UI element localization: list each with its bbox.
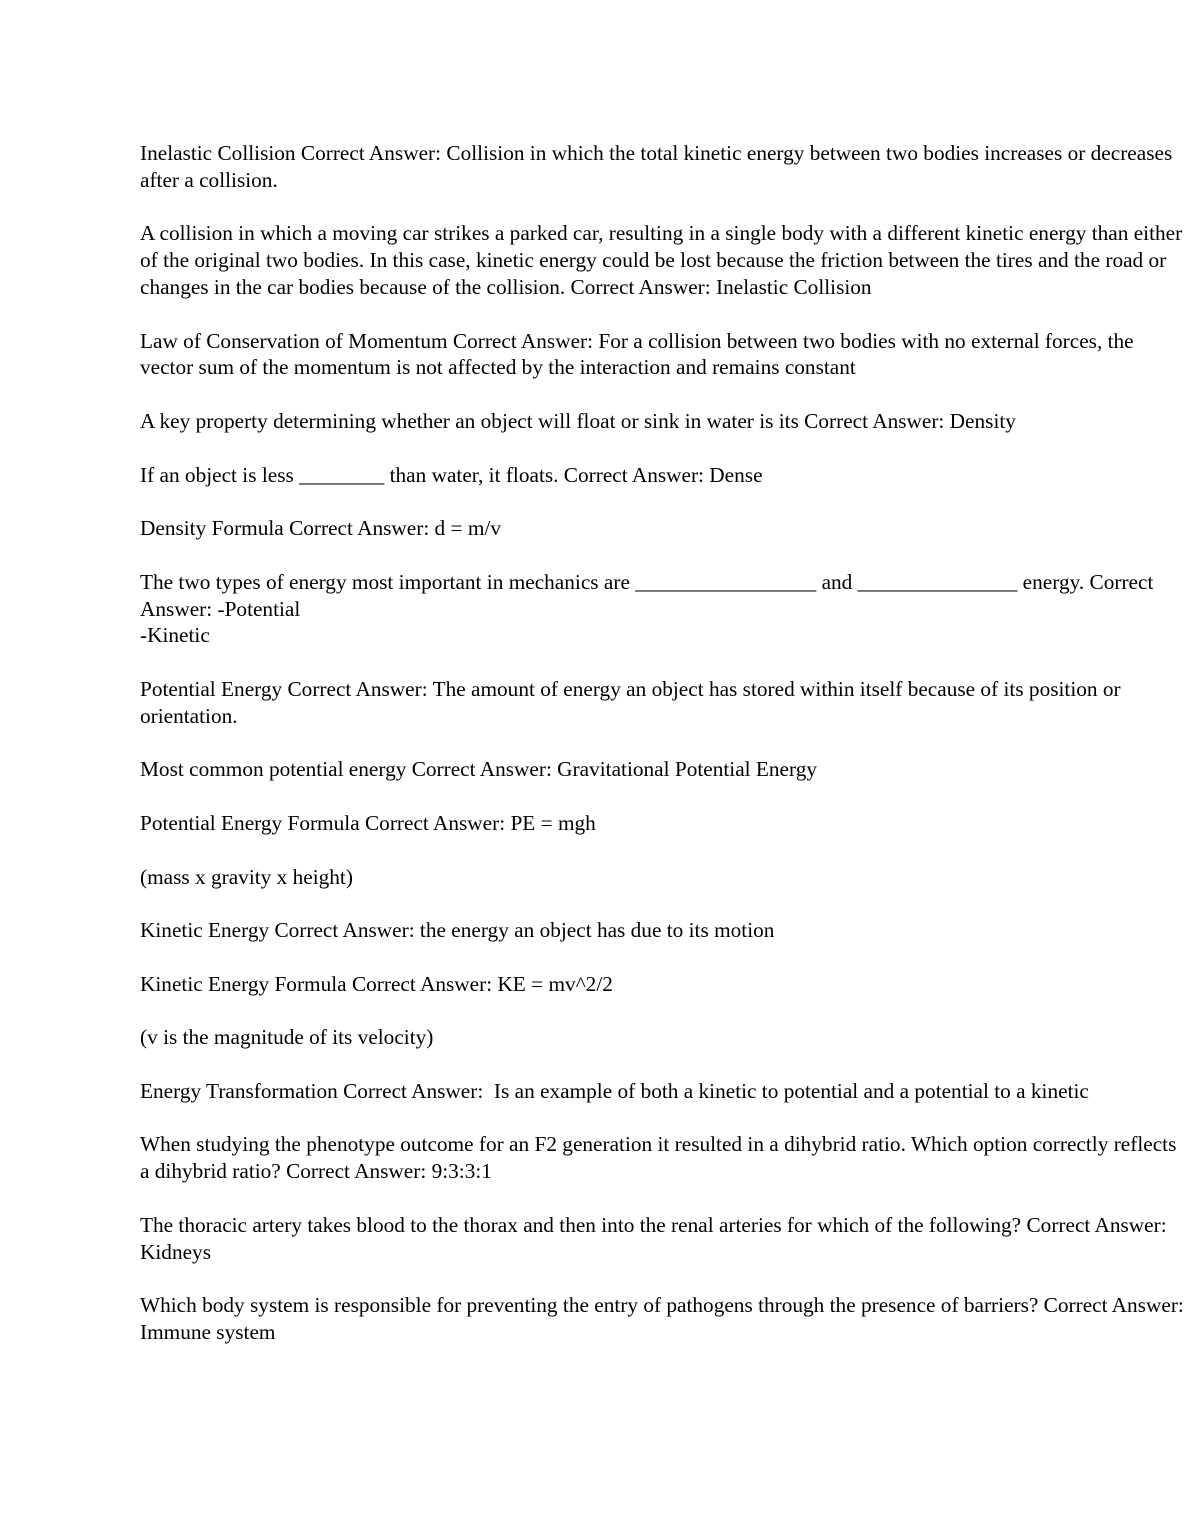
qa-dihybrid-ratio: When studying the phenotype outcome for an F2 generation it resulted in a dihybrid ratio. Which option correctly reflects a dihybrid ratio? Correct Answer: 9:3:3:1 — [140, 1132, 1177, 1184]
qa-types-of-energy: The two types of energy most important in mechanics are _________________ and _______________ energy. Correct Answer: -Potential -Kinetic — [140, 569, 1154, 648]
qa-float-or-sink: A key property determining whether an object will float or sink in water is its Correct Answer: Density — [140, 408, 1016, 433]
qa-thoracic-artery: The thoracic artery takes blood to the thorax and then into the renal arteries for which of the following? Correct Answer: Kidneys — [140, 1212, 1167, 1264]
qa-common-potential-energy: Most common potential energy Correct Answer: Gravitational Potential Energy — [140, 757, 818, 782]
qa-car-collision: A collision in which a moving car strikes a parked car, resulting in a single body with a different kinetic energy than either of the original two bodies. In this case, kinetic energy could be lost because the friction between the tires and the road or changes in the car bodies because of the collision. Correct Answer: Inelastic Collision — [140, 221, 1183, 299]
qa-immune-system: Which body system is responsible for preventing the entry of pathogens through the presence of barriers? Correct Answer: Immune system — [140, 1293, 1184, 1345]
qa-energy-transformation: Energy Transformation Correct Answer: Is an example of both a kinetic to potential and a potential to a kinetic — [140, 1078, 1089, 1103]
qa-kinetic-energy: Kinetic Energy Correct Answer: the energy an object has due to its motion — [140, 918, 775, 943]
document-body — [140, 140, 1186, 1373]
note-velocity-magnitude: (v is the magnitude of its velocity) — [140, 1025, 434, 1050]
qa-potential-energy-formula: Potential Energy Formula Correct Answer: PE = mgh — [140, 810, 596, 835]
qa-inelastic-collision: Inelastic Collision Correct Answer: Collision in which the total kinetic energy between two bodies increases or decreases after a collision. — [140, 141, 1173, 192]
qa-potential-energy: Potential Energy Correct Answer: The amount of energy an object has stored within itself because of its position or orientation. — [140, 676, 1121, 728]
qa-less-dense: If an object is less ________ than water, it floats. Correct Answer: Dense — [140, 462, 763, 487]
note-mass-gravity-height: (mass x gravity x height) — [140, 864, 353, 889]
qa-kinetic-energy-formula: Kinetic Energy Formula Correct Answer: KE = mv^2/2 — [140, 971, 613, 996]
qa-density-formula: Density Formula Correct Answer: d = m/v — [140, 516, 501, 541]
qa-conservation-of-momentum: Law of Conservation of Momentum Correct Answer: For a collision between two bodies with no external forces, the vector sum of the momentum is not affected by the interaction and remains constant — [140, 328, 1134, 380]
